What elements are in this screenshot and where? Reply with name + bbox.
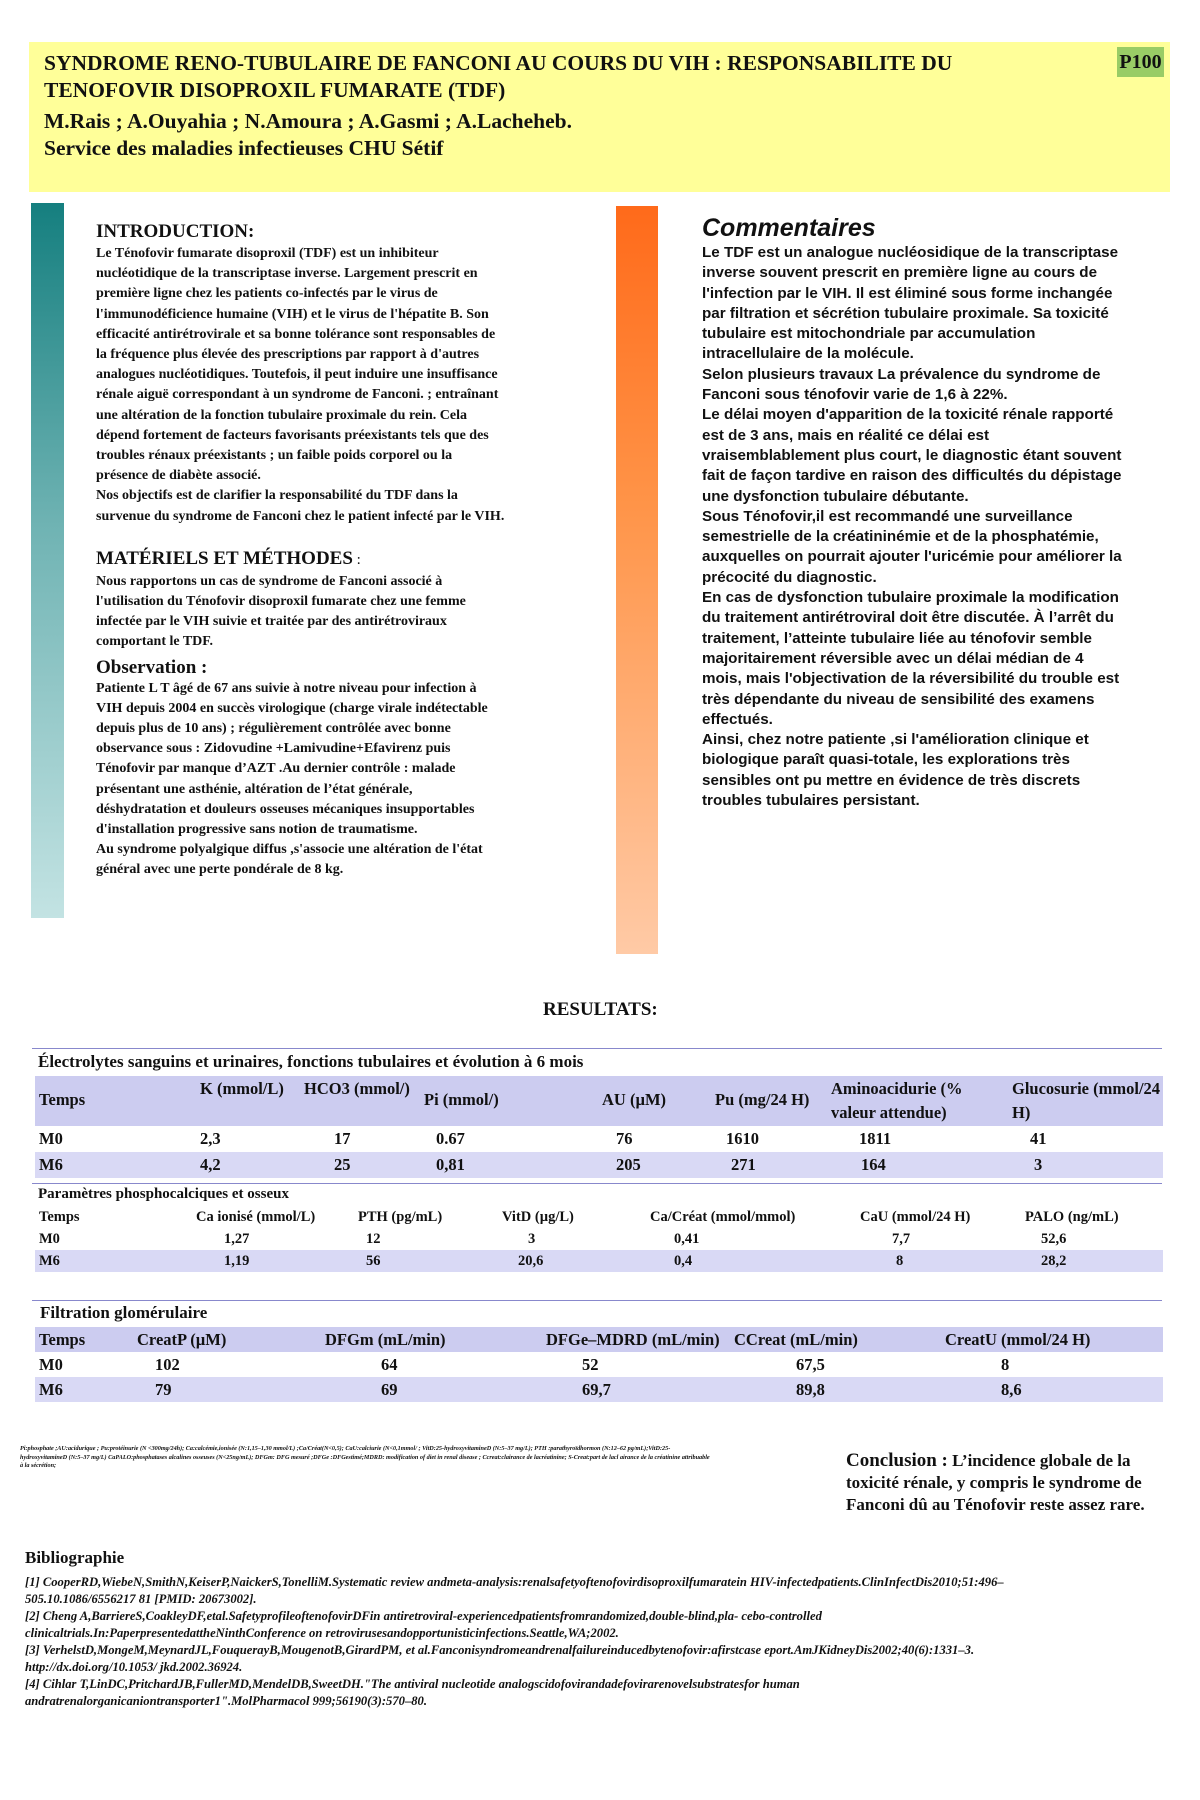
table-cell: 205 xyxy=(616,1155,641,1174)
table-cell: M0 xyxy=(39,1231,60,1247)
table-cell: 79 xyxy=(155,1380,172,1399)
table-cell: 28,2 xyxy=(1041,1253,1067,1269)
table-row xyxy=(35,1250,1163,1272)
table-cell: 20,6 xyxy=(518,1253,544,1269)
conclusion-block xyxy=(846,1450,1186,1516)
table-cell: 0,81 xyxy=(436,1155,465,1174)
table1-header-pi: Pi (mmol/) xyxy=(424,1090,499,1109)
observation-paragraph-1: Patiente L T âgé de 67 ans suivie à notre niveau pour infection à VIH depuis 2004 en succès virologique (charge virale indétectable depuis plus de 10 ans) ; régulièrement contrôlée avec bonne observance sous : Zidovudine +Lamivudine+Efavirenz puis Ténofovir par manque d’AZT .Au dernier contrôle : malade présentant une asthénie, altération de l’état générale, déshydratation et douleurs osseuses mécaniques insupportables d'installation progressive sans notion de traumatisme. xyxy=(96,680,488,838)
left-gradient-bar xyxy=(31,203,64,918)
commentaires-paragraph-3: Le délai moyen d'apparition de la toxicité rénale rapporté est de 3 ans, mais en réalité ce délai est vraisemblablement plus court, le diagnostic étant souvent fait de façon tardive en raison des difficultés du dépistage une dysfonction tubulaire débutante. xyxy=(702,406,1122,505)
table-cell: 0,4 xyxy=(674,1253,693,1269)
table3-top-rule xyxy=(32,1300,1162,1301)
table2-title: Paramètres phosphocalciques et osseux xyxy=(38,1186,289,1202)
abbreviations-footnote: Pi:phosphate ;AU:acidurique ; Pu:protéinurie (N <300mg/24h); Ca:calcémie,ionisée (N:1,15–1,30 mmol/L) ;Ca/Créat(N<0,5); CaU:calciurie (N<0,1mmol/ ; VitD:25-hydroxyvitamineD (N:5–37 mg/L); PTH :parathyroïdhormon (N:12–62 pg/mL);VitD:25-hydroxyvitamineD (N:5–37 mg/L) CaPALO:phosphatases alcalines osseuses (N<25ng/mL); DFGm: DFG mesuré ;DFGe :DFGestimé;MDRD: modification of diet in renal disease ; Ccreat:clairance de lacréatinine; S-Creat:part de lacl airance de la créatinine attribuable à la sécrétion; xyxy=(20,1445,710,1469)
table-cell: 17 xyxy=(334,1129,351,1148)
table2-header-palo: PALO (ng/mL) xyxy=(1025,1209,1119,1225)
bibliography-heading: Bibliographie xyxy=(25,1548,125,1567)
table2-phosphocalcique xyxy=(35,1206,1163,1272)
table2-top-rule xyxy=(32,1183,1162,1184)
table2-header-ca-ionise: Ca ionisé (mmol/L) xyxy=(196,1209,316,1225)
table-cell: M0 xyxy=(39,1129,63,1148)
bibliography xyxy=(25,1548,1025,1710)
table2-header-temps: Temps xyxy=(39,1209,80,1225)
table-cell: 76 xyxy=(616,1129,633,1148)
table-cell: 52 xyxy=(582,1355,599,1374)
table1-header-aminoacidurie: Aminoacidurie (% valeur attendue) xyxy=(831,1079,963,1122)
poster-affiliation: Service des maladies infectieuses CHU Sétif xyxy=(44,136,444,160)
table3-header-dfge-mdrd: DFGe–MDRD (mL/min) xyxy=(546,1330,720,1349)
table-cell: 25 xyxy=(334,1155,351,1174)
table-header-row xyxy=(35,1206,1163,1228)
right-column xyxy=(702,213,1122,811)
table-cell: 0,41 xyxy=(674,1231,700,1247)
table-cell: 56 xyxy=(366,1253,381,1269)
table-cell: M6 xyxy=(39,1155,63,1174)
table3-title: Filtration glomérulaire xyxy=(40,1303,208,1322)
commentaires-paragraph-2: Selon plusieurs travaux La prévalence du syndrome de Fanconi sous ténofovir varie de 1,6 à 22%. xyxy=(702,365,1101,404)
table1-header-au: AU (µM) xyxy=(602,1090,667,1109)
table-cell: 164 xyxy=(861,1155,886,1174)
table-cell: 2,3 xyxy=(200,1129,221,1148)
introduction-paragraph-1: Le Ténofovir fumarate disoproxil (TDF) est un inhibiteur nucléotidique de la transcriptase inverse. Largement prescrit en première ligne chez les patients co-infectés par le virus de l'immunodéficience humaine (VIH) et le virus de l'hépatite B. Son efficacité antirétrovirale et sa bonne tolérance sont responsables de la fréquence plus élevée des prescriptions par rapport à d'autres analogues nucléotidiques. Toutefois, il peut induire une insuffisance rénale aiguë correspondant à un syndrome de Fanconi. ; entraînant une altération de la fonction tubulaire proximale du rein. Cela dépend fortement de facteurs favorisants préexistants tels que des troubles rénaux préexistants ; un faible poids corporel ou la présence de diabète associé. xyxy=(96,246,499,484)
observation-paragraph-2: Au syndrome polyalgique diffus ,s'associe une altération de l'état général avec une perte pondérale de 8 kg. xyxy=(96,842,483,878)
table1-header-glucosurie: Glucosurie (mmol/24 H) xyxy=(1012,1079,1161,1122)
reference-3: [3] VerhelstD,MongeM,MeynardJL,FouquerayB,MougenotB,GirardPM, et al.Fanconisyndromeandrenalfailureinducedbytenofovir:afirstcase eport.AmJKidneyDis2002;40(6):1331–3. http://dx.doi.org/10.1053/ jkd.2002.36924. xyxy=(25,1643,975,1674)
table-cell: 64 xyxy=(381,1355,398,1374)
reference-2: [2] Cheng A,BarriereS,CoakleyDF,etal.SafetyprofileoftenofovirDFin antiretroviral-experiencedpatientsfromrandomized,double-blind,pla- cebo-controlled clinicaltrials.In:PaperpresentedattheNinthConference on retrovirusesandopportunisticinfections.Seattle,WA;2002. xyxy=(25,1609,822,1640)
table-cell: 8,6 xyxy=(1001,1380,1022,1399)
table-cell: 1811 xyxy=(859,1129,892,1148)
table-cell: 3 xyxy=(528,1231,536,1247)
table-row xyxy=(35,1228,1163,1250)
table3-header-creatu: CreatU (mmol/24 H) xyxy=(945,1330,1091,1349)
poster-title: SYNDROME RENO-TUBULAIRE DE FANCONI AU COURS DU VIH : RESPONSABILITE DU TENOFOVIR DISOPROXIL FUMARATE (TDF) xyxy=(44,51,953,102)
table3-header-creatp: CreatP (µM) xyxy=(137,1330,227,1349)
table-cell: 67,5 xyxy=(796,1355,825,1374)
table-cell: 41 xyxy=(1030,1129,1047,1148)
table1-electrolytes xyxy=(35,1076,1163,1178)
methods-heading-suffix: : xyxy=(352,551,361,568)
table-cell: 69,7 xyxy=(582,1380,611,1399)
commentaires-paragraph-6: Ainsi, chez notre patiente ,si l'amélioration clinique et biologique paraît quasi-totale, les explorations très sensibles ont pu mettre en évidence de très discrets troubles tubulaires persistant. xyxy=(702,731,1089,810)
table-cell: 4,2 xyxy=(200,1155,221,1174)
table1-title: Électrolytes sanguins et urinaires, fonctions tubulaires et évolution à 6 mois xyxy=(38,1052,584,1071)
table-cell: M0 xyxy=(39,1355,63,1374)
table-cell: 102 xyxy=(155,1355,180,1374)
table2-header-ca-creat: Ca/Créat (mmol/mmol) xyxy=(650,1209,796,1225)
commentaires-paragraph-4: Sous Ténofovir,il est recommandé une surveillance semestrielle de la créatininémie et de la phosphatémie, auxquelles on pourrait ajouter l'uricémie pour améliorer la précocité du diagnostic. xyxy=(702,507,1122,586)
commentaires-paragraph-5: En cas de dysfonction tubulaire proximale la modification du traitement antirétroviral doit être discutée. À l’arrêt du traitement, l’atteinte tubulaire liée au ténofovir semble majoritairement réversible avec un délai médian de 4 mois, mais l'objectivation de la réversibilité du trouble est très dépendante du niveau de sensibilité des examens effectués. xyxy=(702,589,1120,728)
table1-top-rule xyxy=(32,1048,1162,1049)
table-cell: M6 xyxy=(39,1253,60,1269)
conclusion-text: L’incidence globale de la toxicité rénale, y compris le syndrome de Fanconi dû au Ténofovir reste assez rare. xyxy=(846,1451,1145,1514)
table-row xyxy=(35,1377,1163,1402)
table3-header-dfgm: DFGm (mL/min) xyxy=(325,1330,446,1349)
table3-filtration xyxy=(35,1327,1163,1402)
table1-header-k: K (mmol/L) xyxy=(200,1079,284,1098)
introduction-heading: INTRODUCTION: xyxy=(96,221,255,242)
table1-header-temps: Temps xyxy=(39,1090,86,1109)
methods-heading: MATÉRIELS ET MÉTHODES xyxy=(96,547,353,569)
right-gradient-bar xyxy=(616,206,658,954)
reference-4: [4] Cihlar T,LinDC,PritchardJB,FullerMD,MendelDB,SweetDH."The antiviral nucleotide analogscidofovirandadefovirarenovelsubstratesfor human andratrenalorganicaniontransporter1".MolPharmacol 999;56190(3):570–80. xyxy=(25,1677,800,1708)
commentaires-heading: Commentaires xyxy=(702,214,876,242)
table-row xyxy=(35,1152,1163,1178)
table1-header-pu: Pu (mg/24 H) xyxy=(715,1090,810,1109)
poster-number-badge: P100 xyxy=(1117,47,1164,77)
reference-1: [1] CooperRD,WiebeN,SmithN,KeiserP,NaickerS,TonelliM.Systematic review andmeta-analysis:renalsafetyoftenofovirdisoproxilfumaratein HIV-infectedpatients.ClinInfectDis2010;51:496–505.10.1086/6556217 81 [PMID: 20673002]. xyxy=(25,1575,1004,1606)
table-cell: 7,7 xyxy=(892,1231,911,1247)
table-cell: 8 xyxy=(1001,1355,1010,1374)
table-cell: M6 xyxy=(39,1380,63,1399)
table-header-row xyxy=(35,1076,1163,1126)
commentaires-paragraph-1: Le TDF est un analogue nucléosidique de la transcriptase inverse souvent prescrit en première ligne au cours de l'infection par le VIH. Il est éliminé sous forme inchangée par filtration et sécrétion tubulaire proximale. Sa toxicité tubulaire est mitochondriale par accumulation intracellulaire de la molécule. xyxy=(702,244,1119,363)
methods-text: Nous rapportons un cas de syndrome de Fanconi associé à l'utilisation du Ténofovir disoproxil fumarate chez une femme infectée par le VIH suivie et traitée par des antirétroviraux comportant le TDF. xyxy=(96,573,466,650)
table-cell: 89,8 xyxy=(796,1380,825,1399)
observation-heading: Observation : xyxy=(96,656,208,678)
table-row xyxy=(35,1352,1163,1377)
table-cell: 69 xyxy=(381,1380,398,1399)
table-cell: 1,27 xyxy=(224,1231,250,1247)
table-cell: 52,6 xyxy=(1041,1231,1067,1247)
table-header-row xyxy=(35,1327,1163,1352)
table3-header-temps: Temps xyxy=(39,1330,86,1349)
table-cell: 8 xyxy=(896,1253,904,1269)
table3-header-ccreat: CCreat (mL/min) xyxy=(734,1330,858,1349)
poster-authors: M.Rais ; A.Ouyahia ; N.Amoura ; A.Gasmi ; A.Lacheheb. xyxy=(44,109,572,133)
table2-header-pth: PTH (pg/mL) xyxy=(358,1209,443,1225)
table-row xyxy=(35,1126,1163,1152)
table-cell: 271 xyxy=(731,1155,756,1174)
table-cell: 1610 xyxy=(726,1129,759,1148)
table2-header-cau: CaU (mmol/24 H) xyxy=(860,1209,971,1225)
resultats-heading: RESULTATS: xyxy=(543,999,658,1020)
conclusion-label: Conclusion : xyxy=(846,1450,948,1471)
poster-header xyxy=(29,42,1170,192)
table-cell: 0.67 xyxy=(436,1129,465,1148)
table-cell: 3 xyxy=(1034,1155,1043,1174)
left-column xyxy=(96,220,506,881)
table1-header-hco3: HCO3 (mmol/) xyxy=(304,1079,410,1098)
table-cell: 12 xyxy=(366,1231,381,1247)
table-cell: 1,19 xyxy=(224,1253,250,1269)
table2-header-vitd: VitD (µg/L) xyxy=(502,1209,574,1225)
methods-heading-line xyxy=(96,547,506,572)
introduction-paragraph-2: Nos objectifs est de clarifier la responsabilité du TDF dans la survenue du syndrome de Fanconi chez le patient infecté par le VIH. xyxy=(96,488,505,524)
